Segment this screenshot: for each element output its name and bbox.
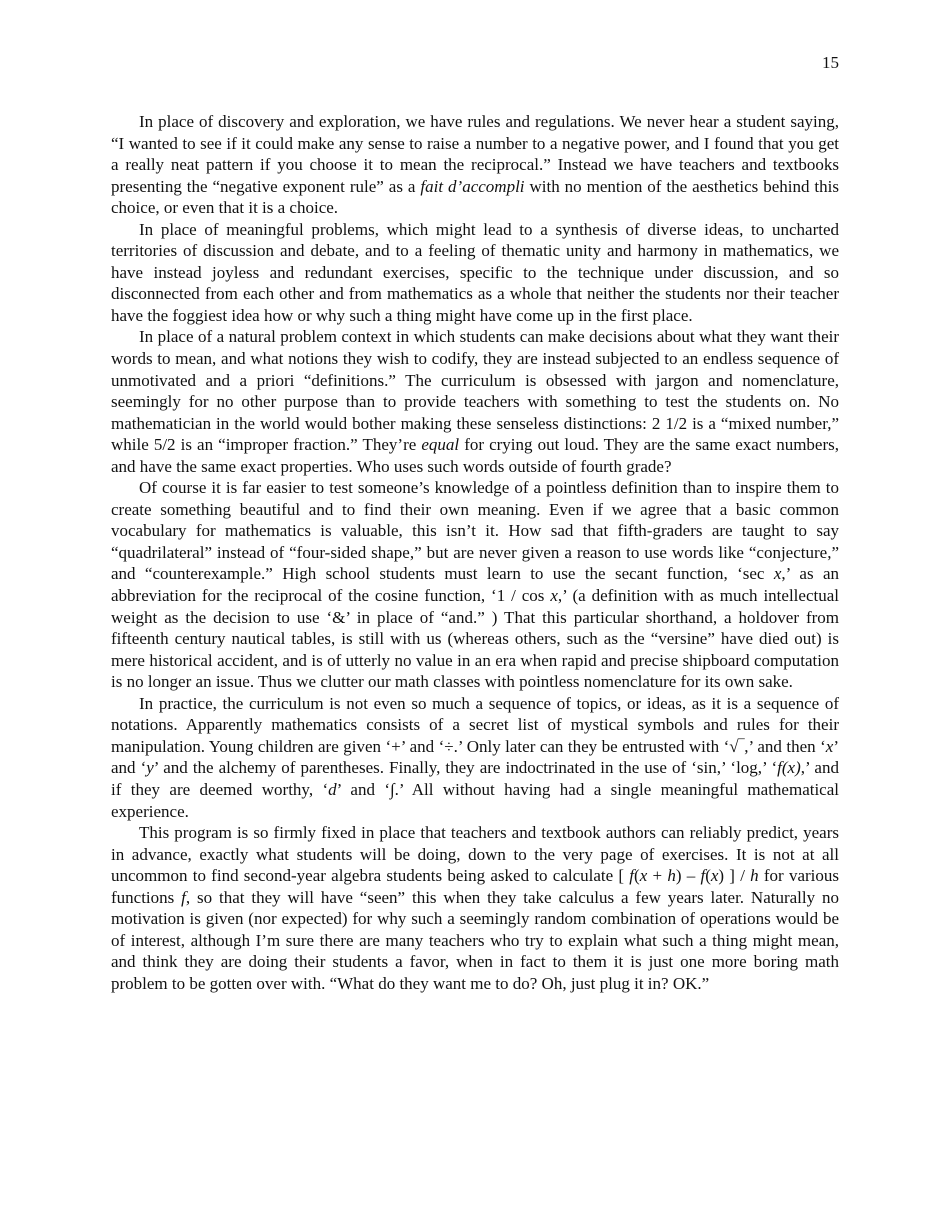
text-run: In place of a natural problem context in which students can make decisions about what they want their words to mean, and what notions they wish to codify, they are instead subjected to an endless sequence of unmotivated and a priori “definitions.” The curriculum is obsessed with jargon and nomenclature, seemingly for no other purpose than to provide teachers with something to test the students on. No mathematician in the world would bother making these senseless distinctions: 2 1/2 is a “mixed number,” while 5/2 is an “improper fraction.” They’re — [111, 327, 839, 455]
italic-text: x — [825, 736, 834, 756]
text-run: In practice, the curriculum is not even so much a sequence of topics, or ideas, as it is a sequence of notations. Apparently mathematics consists of a secret list of mystical symbols and rules for their manipulation. Young children are given ‘+’ and ‘÷.’ Only later can they be entrusted with ‘√‾,’ and then ‘ — [111, 693, 839, 756]
page-number: 15 — [822, 53, 839, 72]
italic-text: equal — [421, 435, 460, 455]
italic-text: h — [667, 866, 676, 886]
italic-text: x — [773, 564, 782, 584]
italic-text: h — [750, 866, 759, 886]
italic-text: y — [146, 758, 154, 778]
text-run: ( — [634, 866, 640, 886]
text-run: This program is so firmly fixed in place that teachers and textbook authors can reliably predict, years in advance, exactly what students will be doing, down to the very page of exercises. It is not at all uncommon to find second-year algebra students being asked to calculate [ — [111, 823, 839, 886]
italic-text: f — [629, 866, 635, 886]
text-run: ,’ and if they are deemed worthy, ‘ — [111, 758, 839, 799]
text-run: , so that they will have “seen” this when they take calculus a few years later. Naturally no motivation is given (nor expected) for why such a seemingly random combination of operations would be of interest, although I’m sure there are many teachers who try to explain what such a thing might mean, and think they are doing their students a favor, when in fact to them it is just one more boring math problem to be gotten over with. “What do they want me to do? Oh, just plug it in? OK.” — [111, 887, 839, 993]
text-run: with no mention of the aesthetics behind this choice, or even that it is a choice. — [111, 176, 839, 218]
text-run: ’ and the alchemy of parentheses. Finally, they are indoctrinated in the use of ‘sin,’ ‘log,’ ‘ — [153, 758, 778, 778]
paragraph-3 — [111, 326, 839, 477]
text-run: ( — [705, 866, 711, 886]
text-run: ) ] / — [718, 866, 751, 886]
text-run: ’ and ‘ — [111, 736, 839, 778]
paragraph-4 — [111, 477, 839, 692]
text-run: Of course it is far easier to test someone’s knowledge of a pointless definition than to inspire them to create something beautiful and to find their own meaning. Even if we agree that a basic common vocabulary for mathematics is valuable, this isn’t it. How sad that fifth-graders are taught to say “quadrilateral” instead of “four-sided shape,” but are never given a reason to use words like “conjecture,” and “counterexample.” High school students must learn to use the secant function, ‘sec — [111, 478, 839, 584]
paragraph-2 — [111, 219, 839, 327]
italic-text: f(x) — [777, 758, 801, 778]
paragraph-5 — [111, 693, 839, 822]
text-run: for various functions — [111, 866, 839, 907]
italic-text: x — [710, 866, 719, 886]
paragraph-6 — [111, 822, 839, 994]
text-run: In place of meaningful problems, which might lead to a synthesis of diverse ideas, to uncharted territories of discussion and debate, and to a feeling of thematic unity and harmony in mathematics, we have instead joyless and redundant exercises, specific to the technique under discussion, and so disconnected from each other and from mathematics as a whole that neither the students nor their teacher have the foggiest idea how or why such a thing might have come up in the first place. — [111, 219, 839, 325]
italic-text: d — [328, 779, 337, 799]
italic-text: x — [550, 586, 558, 606]
italic-text: f — [181, 887, 186, 907]
text-run: ,’ (a definition with as much intellectual weight as the decision to use ‘&’ in place of “and.” ) That this particular shorthand, a holdover from fifteenth century nautical tables, is still with us (whereas others, such as the “versine” have died out) is mere historical accident, and is of utterly no value in an era when rapid and precise shipboard computation is no longer an issue. Thus we clutter our math classes with pointless nomenclature for its own sake. — [111, 586, 839, 692]
text-run: + — [647, 866, 668, 886]
text-run: ,’ as an abbreviation for the reciprocal of the cosine function, ‘1 / cos — [111, 564, 839, 606]
text-run: for crying out loud. They are the same exact numbers, and have the same exact properties. Who uses such words outside of fourth grade? — [111, 435, 839, 476]
paragraph-1 — [111, 111, 839, 219]
italic-text: f — [700, 866, 706, 886]
text-run: ’ and ‘∫.’ All without having had a single meaningful mathematical experience. — [111, 779, 839, 821]
body-text — [111, 111, 839, 994]
italic-text: fait d’accompli — [420, 176, 525, 196]
text-run: ) – — [675, 866, 701, 886]
italic-text: x — [639, 866, 648, 886]
text-run: In place of discovery and exploration, we have rules and regulations. We never hear a student saying, “I wanted to see if it could make any sense to raise a number to a negative power, and I found that you get a really neat pattern if you choose it to mean the reciprocal.” Instead we have teachers and textbooks presenting the “negative exponent rule” as a — [111, 112, 839, 196]
